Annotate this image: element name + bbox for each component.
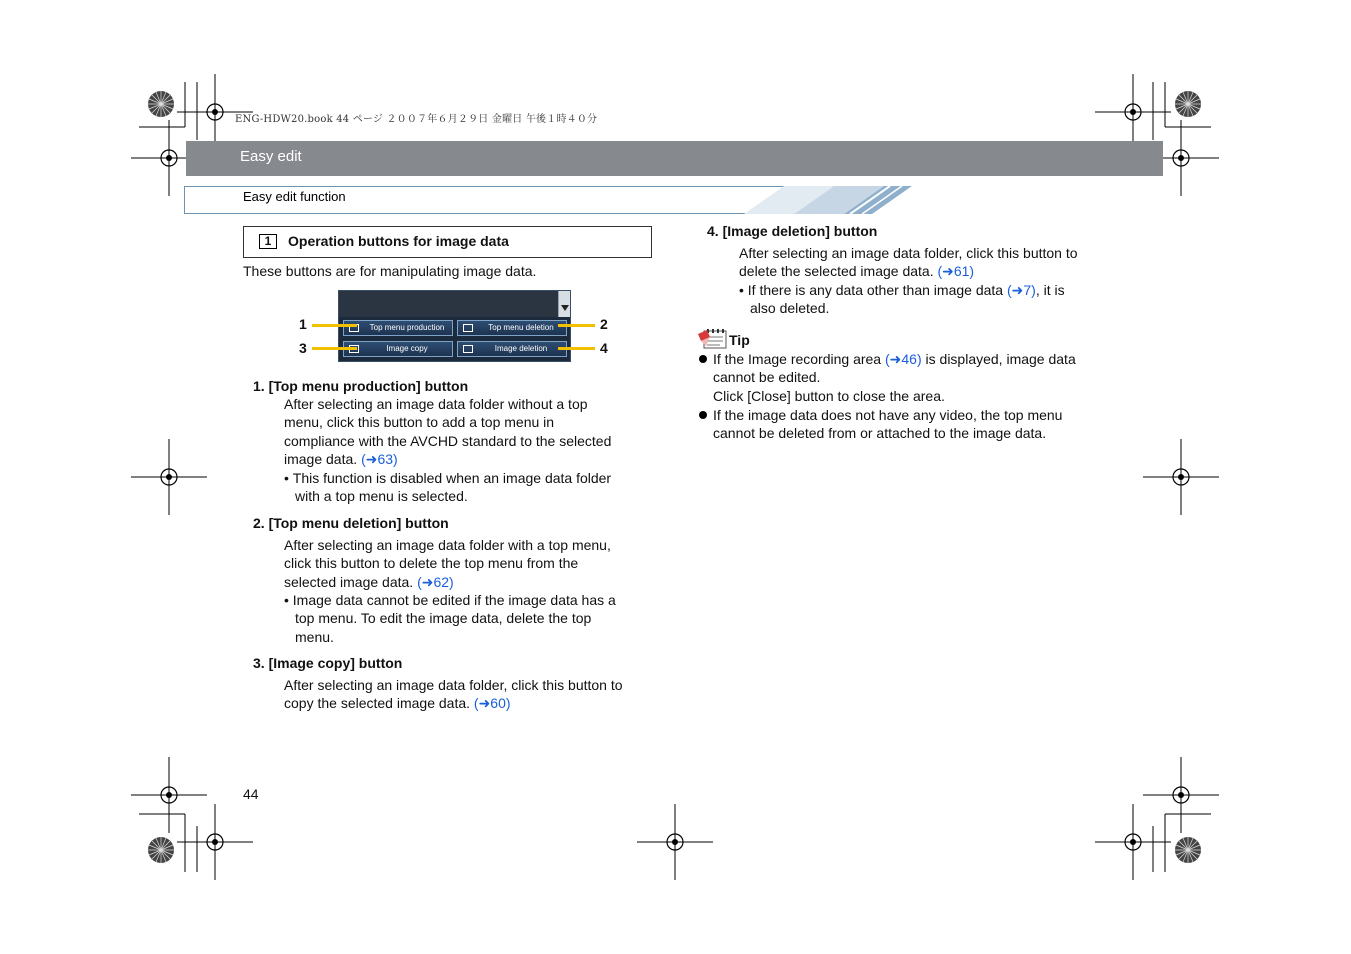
image-data-buttons-screenshot <box>338 290 571 362</box>
page-ref-link-63[interactable]: (➜63) <box>361 451 398 468</box>
top-menu-deletion-button: Top menu deletion <box>457 320 567 336</box>
menu-delete-icon <box>463 324 473 332</box>
screenshot-scrollbar <box>558 291 570 317</box>
callout-line-1 <box>312 324 357 327</box>
callout-number-3: 3 <box>299 340 307 356</box>
page-ref-link-46[interactable]: (➜46) <box>885 351 922 367</box>
top-menu-production-button: Top menu production <box>343 320 453 336</box>
trash-icon <box>463 345 473 353</box>
item-4-note: • If there is any data other than image data (➜7), it is also deleted. <box>739 282 1065 317</box>
print-slug-line: ENG-HDW20.book 44 ページ ２００７年６月２９日 金曜日 午後１時４０分 <box>235 114 598 125</box>
heading-number: 1 <box>259 234 277 249</box>
tip-label: Tip <box>729 332 750 348</box>
page-number: 44 <box>243 786 259 802</box>
tip-item-1: If the Image recording area (➜46) is displayed, image data cannot be edited. Click [Close] button to close the area. <box>713 351 1076 404</box>
tip-notepad-icon <box>698 328 728 350</box>
callout-line-4 <box>558 347 595 350</box>
image-copy-button: Image copy <box>343 341 453 357</box>
item-2-body: After selecting an image data folder with a top menu, click this button to delete the top menu from the selected image data. (➜62) <box>284 537 611 590</box>
section-heading-box <box>243 226 652 258</box>
heading-text: Operation buttons for image data <box>288 233 509 249</box>
tip-bullet-1 <box>699 355 707 363</box>
item-3-title: 3. [Image copy] button <box>253 655 403 671</box>
tip-bullet-2 <box>699 411 707 419</box>
screenshot-list-area <box>339 291 560 317</box>
item-1-title: 1. [Top menu production] button <box>253 378 469 394</box>
intro-text: These buttons are for manipulating image data. <box>243 263 537 279</box>
scroll-down-arrow-icon <box>561 305 569 311</box>
section-title: Easy edit function <box>243 189 346 204</box>
callout-number-4: 4 <box>600 340 608 356</box>
item-4-body: After selecting an image data folder, click this button to delete the selected image data. (➜61) <box>739 245 1078 280</box>
item-1-body: After selecting an image data folder without a top menu, click this button to add a top menu in compliance with the AVCHD standard to the selected image data. (➜63) <box>284 396 612 468</box>
item-3-body: After selecting an image data folder, click this button to copy the selected image data. (➜60) <box>284 677 623 712</box>
image-deletion-button: Image deletion <box>457 341 567 357</box>
page-ref-link-7[interactable]: (➜7) <box>1006 282 1036 298</box>
page-ref-link-61[interactable]: (➜61) <box>937 263 975 280</box>
item-2-note: • Image data cannot be edited if the image data has a top menu. To edit the image data, delete the top menu. <box>284 592 616 645</box>
callout-line-2 <box>558 324 595 327</box>
tip-item-2: If the image data does not have any video, the top menu cannot be deleted from or attached to the image data. <box>713 407 1063 442</box>
chapter-header-bar <box>186 141 1163 176</box>
callout-number-1: 1 <box>299 316 307 332</box>
item-4-title: 4. [Image deletion] button <box>707 223 878 239</box>
page-ref-link-62[interactable]: (➜62) <box>417 573 454 590</box>
page-ref-link-60[interactable]: (➜60) <box>473 695 511 712</box>
item-1-note: • This function is disabled when an image data folder with a top menu is selected. <box>284 470 612 505</box>
chapter-title: Easy edit <box>240 148 302 165</box>
item-2-title: 2. [Top menu deletion] button <box>253 515 449 531</box>
callout-line-3 <box>312 347 357 350</box>
callout-number-2: 2 <box>600 316 608 332</box>
